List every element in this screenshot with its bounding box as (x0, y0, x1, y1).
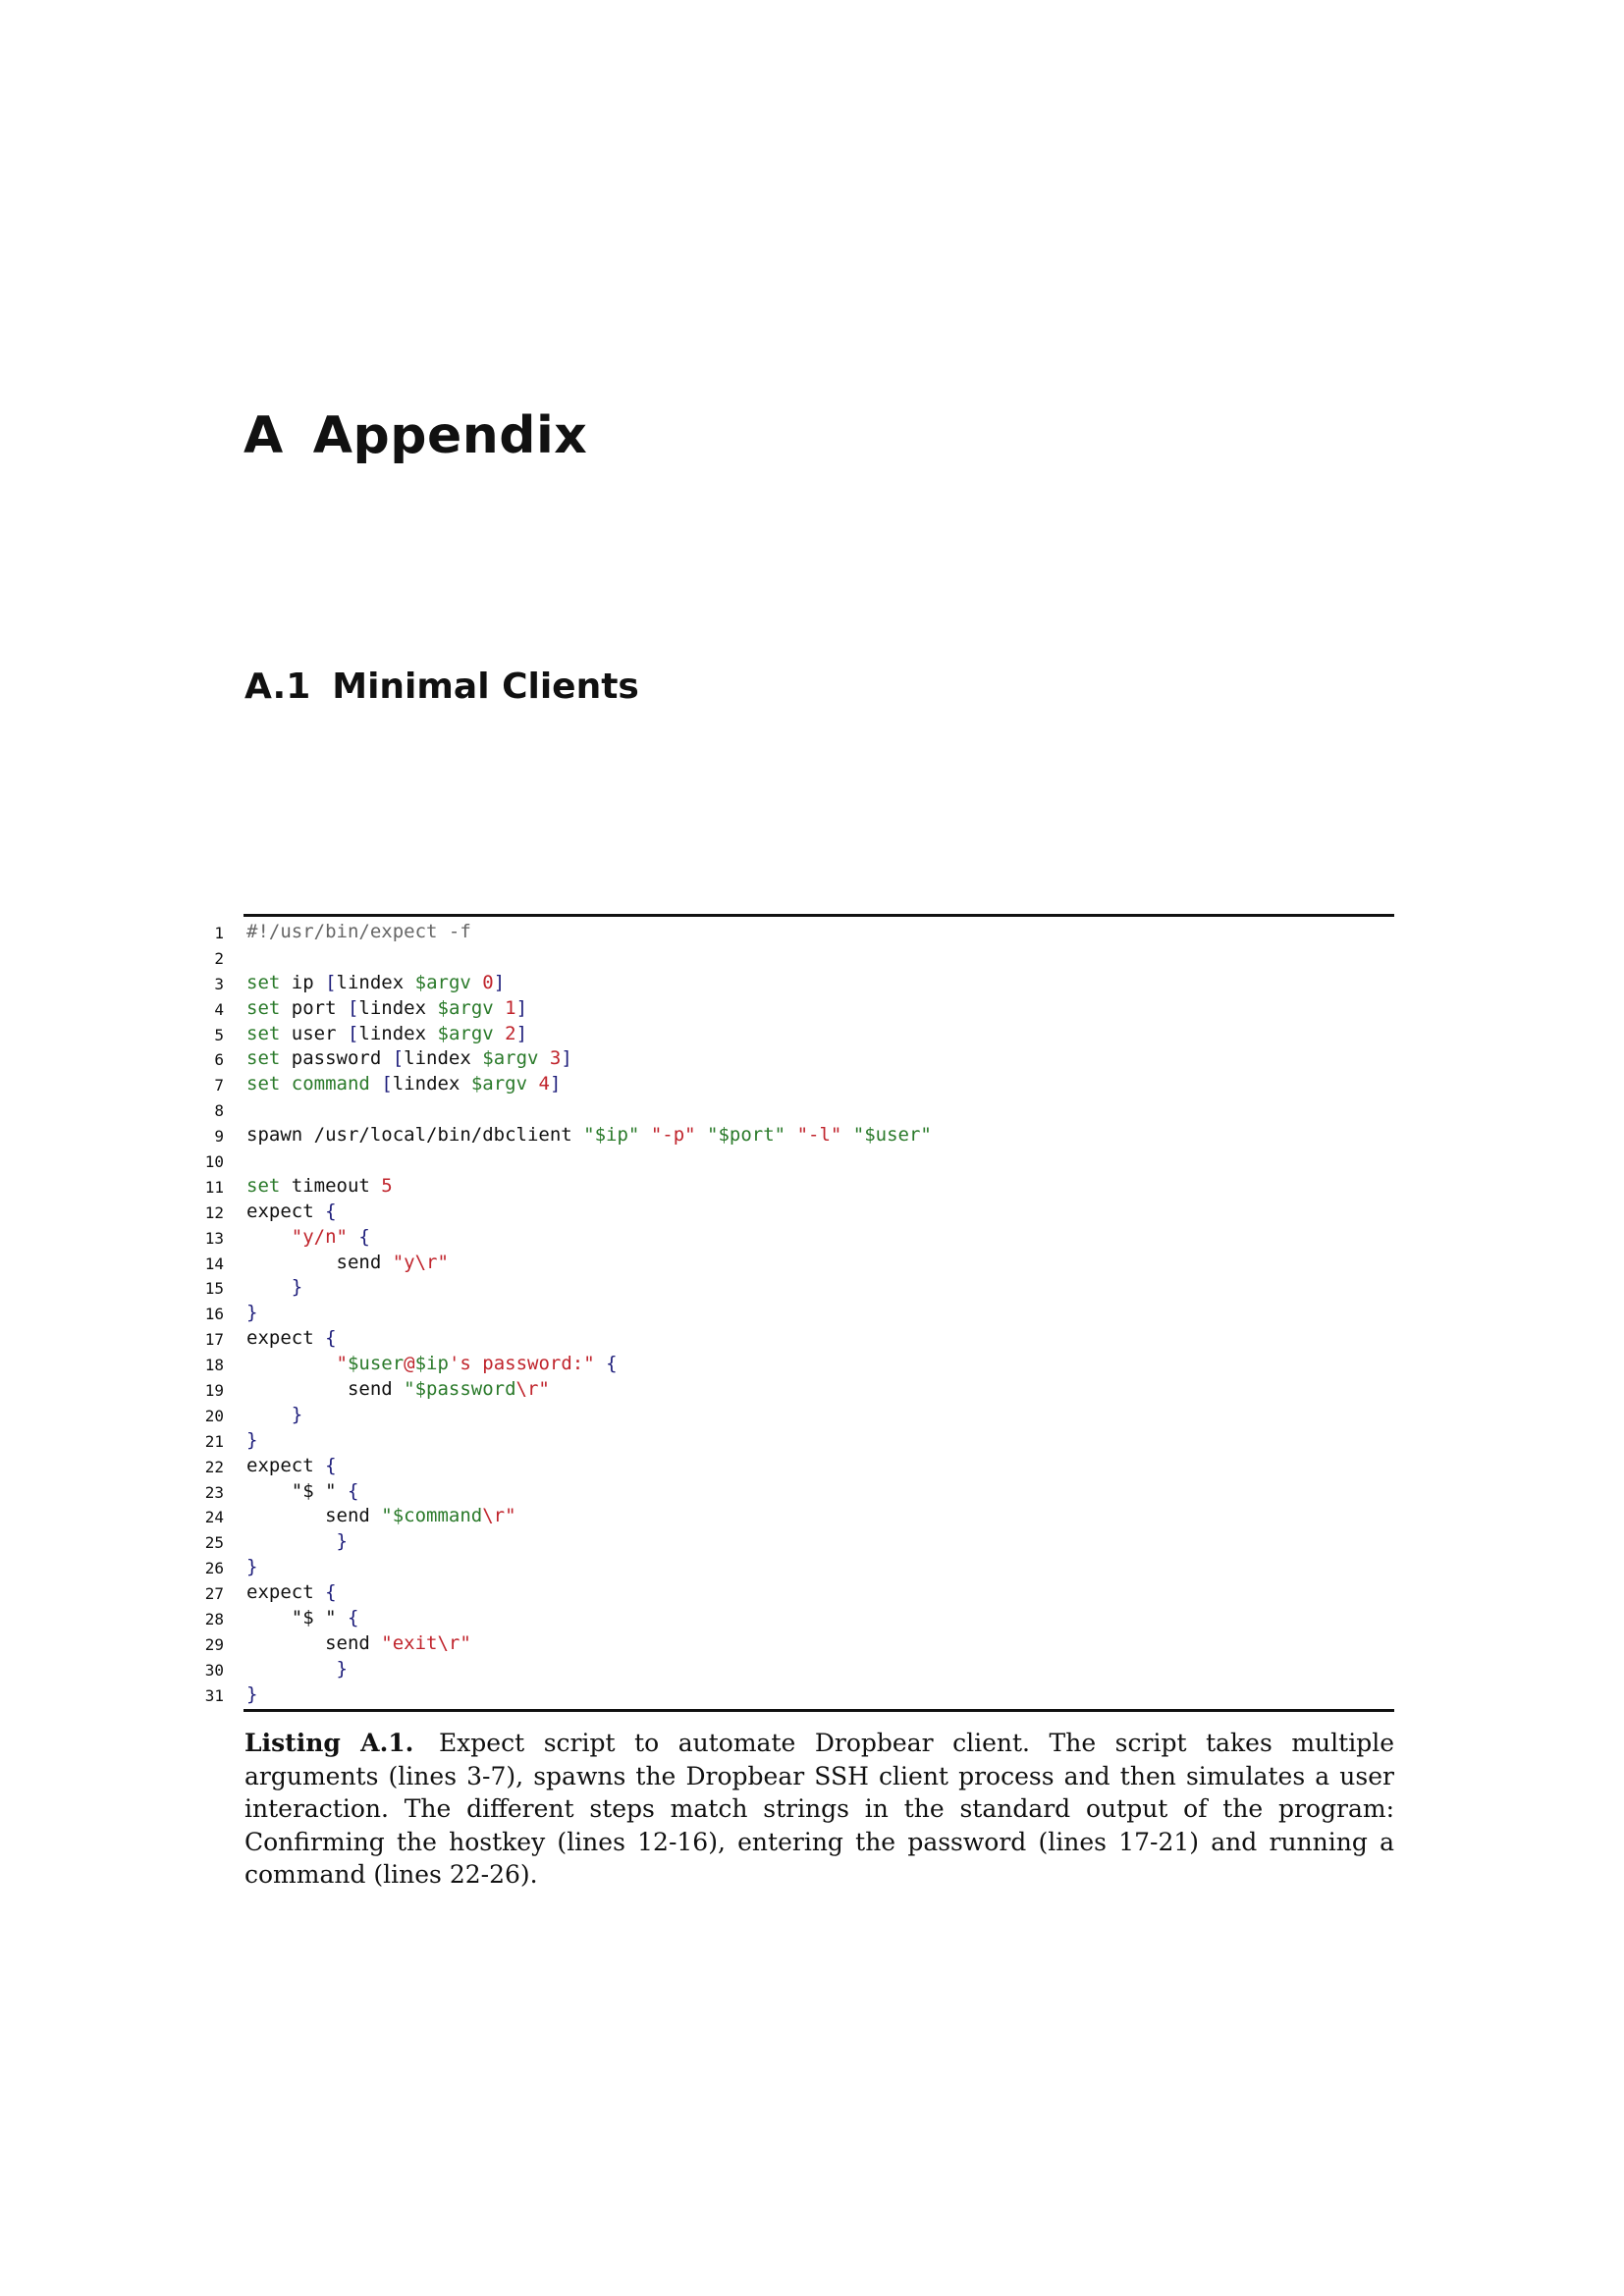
line-number: 19 (204, 1381, 224, 1401)
code-token: 0 (482, 971, 494, 993)
line-number: 24 (204, 1508, 224, 1527)
code-token: lindex (358, 996, 438, 1019)
chapter-number: A (244, 406, 284, 465)
line-number: 4 (214, 999, 224, 1019)
code-token (538, 1047, 549, 1069)
code-token: "-p" (650, 1124, 696, 1147)
code-text (246, 1479, 358, 1505)
code-text (246, 1174, 393, 1200)
code-token (639, 1124, 650, 1146)
code-token: 3 (549, 1047, 562, 1070)
line-number: 23 (204, 1482, 224, 1502)
code-token: spawn /usr/local/bin/dbclient (246, 1124, 584, 1147)
line-number: 2 (214, 948, 224, 968)
line-number: 8 (214, 1101, 224, 1121)
code-line (0, 1682, 1624, 1708)
line-number: 27 (204, 1584, 224, 1604)
code-text (246, 920, 471, 945)
code-line (0, 1251, 1624, 1276)
code-text (246, 1072, 561, 1097)
code-text (246, 1454, 337, 1479)
code-token: 2 (505, 1022, 516, 1044)
code-token (595, 1353, 606, 1374)
line-number: 1 (214, 924, 224, 942)
code-token: password (280, 1047, 393, 1070)
code-token: "exit\r" (381, 1631, 471, 1654)
code-token: \r" (482, 1505, 516, 1527)
code-token (527, 1073, 538, 1095)
code-token: expect (246, 1581, 326, 1604)
chapter-title: Appendix (312, 406, 588, 465)
code-token: { (347, 1479, 359, 1502)
caption-text: Expect script to automate Dropbear client. The script takes multiple arguments (lines 3-7), spawns the Dropbear SSH client process and then simulates a user interaction. The different steps match strings in the standard output of the program: Confirming the hostkey (lines 12-16), entering the password (lines 17-21) and running a command (lines 22-26). (244, 1729, 1394, 1889)
code-token: $user (347, 1353, 405, 1375)
code-text (246, 1580, 337, 1606)
line-number: 28 (204, 1610, 224, 1629)
code-token: $argv (482, 1047, 539, 1070)
line-number: 5 (214, 1025, 224, 1044)
code-token (841, 1124, 852, 1146)
code-text (246, 971, 505, 996)
code-line (0, 1580, 1624, 1606)
code-token: [ (325, 971, 337, 993)
code-line (0, 1301, 1624, 1326)
code-token: 5 (381, 1174, 393, 1197)
code-token: set (246, 1174, 281, 1197)
code-line (0, 1097, 1624, 1123)
code-token: ] (515, 1022, 528, 1044)
line-number: 6 (214, 1050, 224, 1070)
code-token: "y/n" (291, 1225, 348, 1248)
code-token: "y\r" (392, 1251, 449, 1273)
line-number: 25 (204, 1533, 224, 1553)
line-number: 21 (204, 1431, 224, 1451)
code-token (494, 997, 505, 1019)
code-text (246, 1123, 932, 1148)
code-text (246, 1377, 550, 1403)
code-token (696, 1124, 707, 1146)
code-token (280, 1073, 291, 1095)
section-title: Minimal Clients (332, 667, 639, 707)
code-token (348, 1226, 358, 1248)
code-line (0, 1275, 1624, 1301)
code-line (0, 945, 1624, 971)
code-token: lindex (358, 1022, 438, 1044)
code-token: { (325, 1200, 337, 1222)
line-number: 14 (204, 1254, 224, 1273)
code-token: \r" (515, 1378, 550, 1401)
line-number: 18 (204, 1356, 224, 1375)
code-token: $argv (414, 971, 471, 993)
section-number: A.1 (244, 667, 311, 707)
code-token: } (246, 1556, 258, 1578)
code-text (246, 1326, 337, 1352)
code-token: $ip (414, 1353, 449, 1375)
line-number: 13 (204, 1228, 224, 1248)
code-text (246, 1606, 358, 1631)
code-token: "$command (381, 1505, 483, 1527)
line-number: 22 (204, 1457, 224, 1476)
code-token: expect (246, 1200, 326, 1222)
chapter-heading (244, 406, 588, 465)
code-line (0, 1504, 1624, 1529)
code-line (0, 1454, 1624, 1479)
line-number: 15 (204, 1279, 224, 1299)
code-token (785, 1124, 796, 1146)
code-token: "$ip" (583, 1124, 640, 1147)
line-number: 11 (204, 1177, 224, 1197)
code-token: [ (347, 996, 359, 1019)
code-token: lindex (404, 1047, 483, 1070)
line-number: 12 (204, 1202, 224, 1222)
code-token: 's password:" (448, 1353, 595, 1375)
code-text (246, 1657, 348, 1682)
code-text (246, 1682, 257, 1708)
code-token: } (291, 1403, 303, 1425)
code-token: [ (392, 1047, 405, 1070)
code-token: ] (515, 996, 528, 1019)
line-number: 16 (204, 1305, 224, 1324)
code-text (246, 1251, 449, 1276)
code-line (0, 971, 1624, 996)
caption-label: Listing A.1. (244, 1729, 414, 1757)
code-token: { (358, 1225, 370, 1248)
code-token: user (280, 1022, 348, 1044)
code-token: #!/usr/bin/expect -f (246, 921, 471, 942)
code-text (246, 1428, 257, 1454)
code-token (370, 1073, 381, 1095)
code-token (246, 1404, 292, 1425)
code-text (246, 1022, 527, 1047)
code-line (0, 1200, 1624, 1225)
line-number: 31 (204, 1685, 224, 1705)
code-line (0, 1428, 1624, 1454)
code-token: ] (493, 971, 506, 993)
code-token: 1 (505, 996, 516, 1019)
code-token: { (606, 1353, 618, 1375)
code-token: } (246, 1428, 258, 1451)
code-text (246, 1301, 257, 1326)
code-token: ] (549, 1073, 562, 1095)
code-token: } (336, 1530, 348, 1553)
line-number: 7 (214, 1076, 224, 1095)
code-token: "-l" (796, 1124, 842, 1147)
code-token: timeout (280, 1174, 382, 1197)
code-line (0, 1555, 1624, 1580)
code-token (246, 1226, 292, 1248)
code-token: { (325, 1454, 337, 1476)
code-text (246, 1555, 257, 1580)
code-line (0, 1072, 1624, 1097)
code-line (0, 1352, 1624, 1377)
code-token (246, 1530, 337, 1552)
code-token: expect (246, 1327, 326, 1350)
code-token: "$ " (246, 1479, 348, 1502)
code-token (246, 1658, 337, 1680)
code-line (0, 1046, 1624, 1072)
line-number: 29 (204, 1634, 224, 1654)
code-token: lindex (392, 1073, 471, 1095)
line-number: 20 (204, 1406, 224, 1425)
code-token: set (246, 1073, 281, 1095)
listing-caption (244, 1727, 1394, 1892)
code-token: send (246, 1631, 382, 1654)
code-line (0, 996, 1624, 1022)
code-token: send (246, 1505, 382, 1527)
code-line (0, 1657, 1624, 1682)
code-token (494, 1023, 505, 1044)
code-token: } (246, 1302, 258, 1324)
line-number: 30 (204, 1660, 224, 1680)
code-token: $argv (437, 996, 494, 1019)
code-text (246, 996, 527, 1022)
code-text (246, 1275, 302, 1301)
code-token: [ (381, 1073, 393, 1095)
code-line (0, 1631, 1624, 1657)
code-text (246, 1046, 572, 1072)
code-line (0, 1225, 1624, 1251)
code-token: port (280, 996, 348, 1019)
code-line (0, 1403, 1624, 1428)
code-token: send (246, 1378, 405, 1401)
code-token: "$user" (852, 1124, 932, 1147)
line-number: 17 (204, 1330, 224, 1350)
code-token (471, 972, 482, 993)
code-text (246, 1403, 302, 1428)
code-token: set (246, 996, 281, 1019)
code-line (0, 1606, 1624, 1631)
code-token: "$ " (246, 1607, 348, 1629)
code-token: expect (246, 1454, 326, 1476)
line-number: 9 (214, 1127, 224, 1147)
code-token: ip (280, 971, 326, 993)
section-heading (244, 669, 639, 705)
code-token: [ (347, 1022, 359, 1044)
line-number: 26 (204, 1559, 224, 1578)
code-token: lindex (336, 971, 415, 993)
code-token: set (246, 1022, 281, 1044)
code-token: $argv (437, 1022, 494, 1044)
code-token: } (246, 1682, 258, 1705)
code-token: } (336, 1657, 348, 1680)
code-token: } (291, 1276, 303, 1299)
code-line (0, 1479, 1624, 1505)
code-token (246, 1276, 292, 1298)
code-token: "$port" (707, 1124, 786, 1147)
listing-top-rule (244, 914, 1394, 917)
code-line (0, 1148, 1624, 1174)
line-number: 10 (204, 1152, 224, 1172)
code-token: { (325, 1327, 337, 1350)
code-token: "$password (404, 1378, 516, 1401)
code-text (246, 1200, 337, 1225)
code-line (0, 1022, 1624, 1047)
code-token: 4 (538, 1073, 550, 1095)
code-text (246, 1225, 370, 1251)
code-line (0, 1529, 1624, 1555)
code-listing (0, 920, 1624, 1708)
code-line (0, 920, 1624, 945)
code-text (246, 1352, 618, 1377)
code-line (0, 1326, 1624, 1352)
code-token: $argv (470, 1073, 528, 1095)
code-text (246, 1529, 348, 1555)
code-text (246, 1504, 516, 1529)
code-text (246, 1631, 471, 1657)
listing-bottom-rule (244, 1709, 1394, 1712)
code-token: set (246, 971, 281, 993)
code-token: { (325, 1581, 337, 1604)
code-line (0, 1174, 1624, 1200)
code-token: command (291, 1073, 370, 1095)
line-number: 3 (214, 974, 224, 993)
code-line (0, 1377, 1624, 1403)
code-token: ] (561, 1047, 572, 1070)
code-token: set (246, 1047, 281, 1070)
code-token: " (246, 1353, 348, 1375)
code-token: @ (404, 1353, 415, 1375)
code-token: { (347, 1607, 359, 1629)
code-token: send (246, 1251, 393, 1273)
code-line (0, 1123, 1624, 1148)
